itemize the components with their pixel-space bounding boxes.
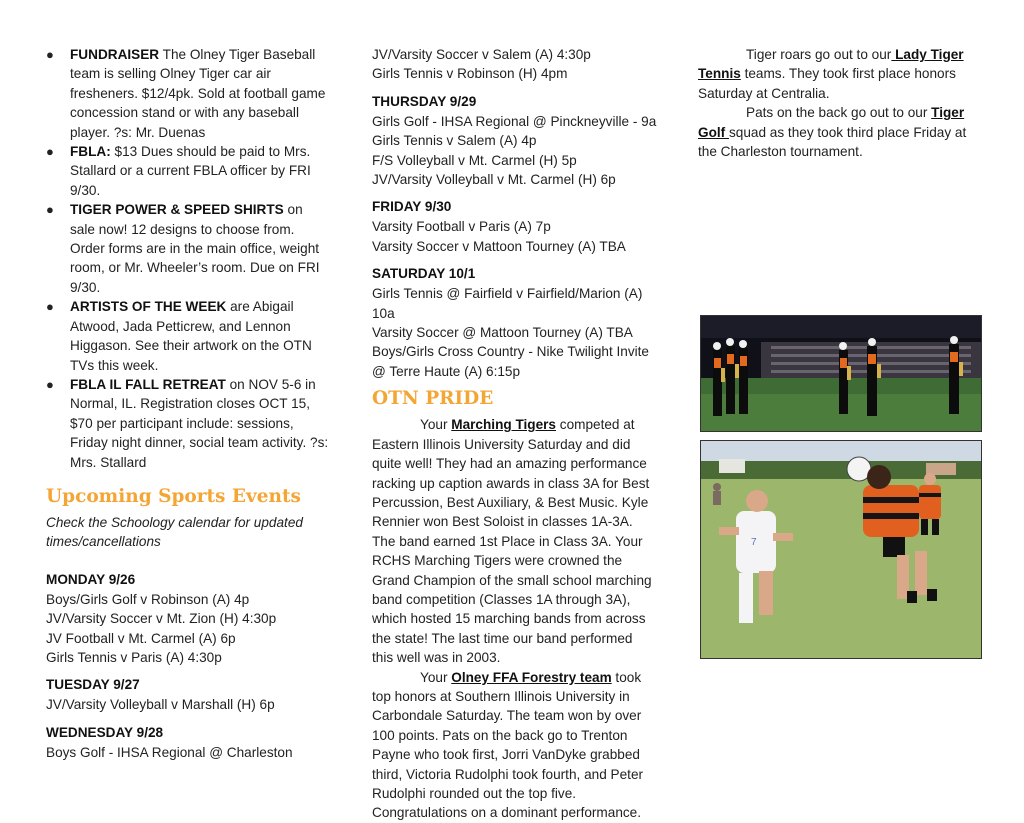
para-text: competed at Eastern Illinois University Saturday and did quite well! They had an amazing performance racking up caption awards in class 3A for Best Percussion, Best Auxiliary, & Best Music. Kyle Rennier won Best Soloist in classes 1A-3A. The band earned 1st Place in Class 3A. Your RCHS Marching Tigers were crowned the Grand Champion of the small school marching band competition (Classes 1A through 3A), which hosted 15 marching bands from across the state! The last time our band performed this well was in 2003. [372, 417, 652, 666]
event-line: Girls Tennis v Salem (A) 4p [372, 133, 537, 149]
announcement-text: are Abigail Atwood, Jada Petticrew, and Lennon Higgason. See their artwork on the OTN TVs this week. [70, 299, 312, 373]
event-line: JV Football v Mt. Carmel (A) 6p [46, 630, 236, 646]
event-line: JV/Varsity Volleyball v Marshall (H) 6p [46, 697, 275, 713]
announcement-heading: FUNDRAISER [70, 47, 160, 62]
pride-paragraph-ffa [372, 668, 657, 823]
bullet-icon: ● [46, 47, 54, 62]
announcement-list [46, 45, 331, 472]
announcement-heading: FBLA: [70, 144, 111, 160]
column-middle [372, 45, 657, 823]
day-heading-friday: FRIDAY 9/30 [372, 199, 452, 215]
event-line: Girls Tennis @ Fairfield v Fairfield/Marion (A) 10a [372, 286, 643, 321]
pride-paragraph-tennis [698, 45, 988, 103]
bullet-icon: ● [46, 376, 54, 392]
marching-band-photo [700, 315, 982, 432]
event-line: Boys/Girls Golf v Robinson (A) 4p [46, 591, 250, 607]
event-line: Varsity Soccer @ Mattoon Tourney (A) TBA [372, 325, 633, 341]
event-line: JV/Varsity Soccer v Salem (A) 4:30p [372, 47, 591, 62]
day-heading-tuesday: TUESDAY 9/27 [46, 677, 140, 693]
marching-band-illustration [701, 316, 981, 431]
soccer-game-illustration [701, 441, 981, 658]
para-text: Tiger roars go out to our [746, 47, 892, 62]
bullet-icon: ● [46, 144, 54, 160]
bullet-icon: ● [46, 299, 54, 315]
event-line: Varsity Football v Paris (A) 7p [372, 219, 551, 235]
announcement-text: on sale now! 12 designs to choose from. Order forms are in the main office, weight room, or Mr. Wheeler’s room. Due on FRI 9/30. [70, 202, 320, 295]
day-heading-wednesday: WEDNESDAY 9/28 [46, 724, 164, 740]
day-heading-thursday: THURSDAY 9/29 [372, 93, 477, 109]
event-line: Girls Tennis v Paris (A) 4:30p [46, 649, 222, 665]
announcement-heading: TIGER POWER & SPEED SHIRTS [70, 202, 284, 218]
announcement-heading: FBLA IL FALL RETREAT [70, 376, 226, 392]
announcement-tiger-shirts [46, 200, 331, 297]
announcement-fbla-retreat [46, 375, 331, 472]
pride-paragraph-golf [698, 103, 988, 161]
announcement-text: on NOV 5-6 in Normal, IL. Registration closes OCT 15, $70 per participant include: sessions, Friday night dinner, social team activity. ?s: Mrs. Stallard [70, 376, 329, 470]
pride-paragraph-band [372, 415, 657, 667]
announcement-fundraiser [46, 45, 331, 142]
ffa-forestry-link[interactable]: Olney FFA Forestry team [451, 669, 612, 685]
para-text: took top honors at Southern Illinois University in Carbondale Saturday. The team won by over 100 points. Pats on the back go to Trenton Payne who took first, Jorri VanDyke grabbed third, Victoria Rudolphi took fourth, and Peter Rudolphi rounded out the top five. Congratulations on a dominant performance. [372, 669, 644, 821]
event-line: F/S Volleyball v Mt. Carmel (H) 5p [372, 152, 577, 168]
announcement-fbla-dues [46, 142, 331, 200]
para-text: Your [420, 417, 452, 433]
announcement-heading: ARTISTS OF THE WEEK [70, 299, 227, 315]
event-line: Varsity Soccer v Mattoon Tourney (A) TBA [372, 238, 626, 254]
para-text: teams. They took first place honors Saturday at Centralia. [698, 66, 956, 101]
event-line: JV/Varsity Volleyball v Mt. Carmel (H) 6p [372, 172, 616, 188]
event-line: Boys/Girls Cross Country - Nike Twilight Invite @ Terre Haute (A) 6:15p [372, 344, 649, 379]
jersey-number-graphic: 7 [751, 537, 757, 548]
para-text: Pats on the back go out to our [746, 105, 932, 121]
marching-tigers-link[interactable]: Marching Tigers [451, 417, 556, 433]
event-line: JV/Varsity Soccer v Mt. Zion (H) 4:30p [46, 611, 277, 627]
soccer-game-photo [700, 440, 982, 659]
event-line: Girls Golf - IHSA Regional @ Pinckneyville - 9a [372, 113, 657, 129]
event-line: Girls Tennis v Robinson (H) 4pm [372, 66, 568, 82]
bullet-icon: ● [46, 202, 54, 218]
column-right [698, 45, 988, 161]
sports-section-title: Upcoming Sports Events [46, 485, 301, 507]
day-heading-saturday: SATURDAY 10/1 [372, 266, 476, 282]
pride-section-title: OTN PRIDE [372, 388, 494, 410]
column-left [46, 45, 331, 762]
announcement-text: $13 Dues should be paid to Mrs. Stallard or a current FBLA officer by FRI 9/30. [70, 144, 311, 198]
lady-tiger-tennis-link[interactable]: Lady Tiger Tennis [698, 47, 964, 82]
para-text: squad as they took third place Friday at the Charleston tournament. [698, 124, 967, 160]
announcement-text: The Olney Tiger Baseball team is selling Olney Tiger car air fresheners. $12/4pk. Sold at football game concession stand or with any baseball player. ?s: Mr. Duenas [70, 47, 326, 140]
day-heading-monday: MONDAY 9/26 [46, 571, 136, 587]
sports-note: Check the Schoology calendar for updated times/cancellations [46, 514, 303, 550]
para-text: Your [420, 669, 452, 685]
announcement-artists [46, 297, 331, 375]
event-line: Boys Golf - IHSA Regional @ Charleston [46, 744, 293, 760]
tiger-golf-link[interactable]: Tiger Golf [698, 105, 965, 140]
